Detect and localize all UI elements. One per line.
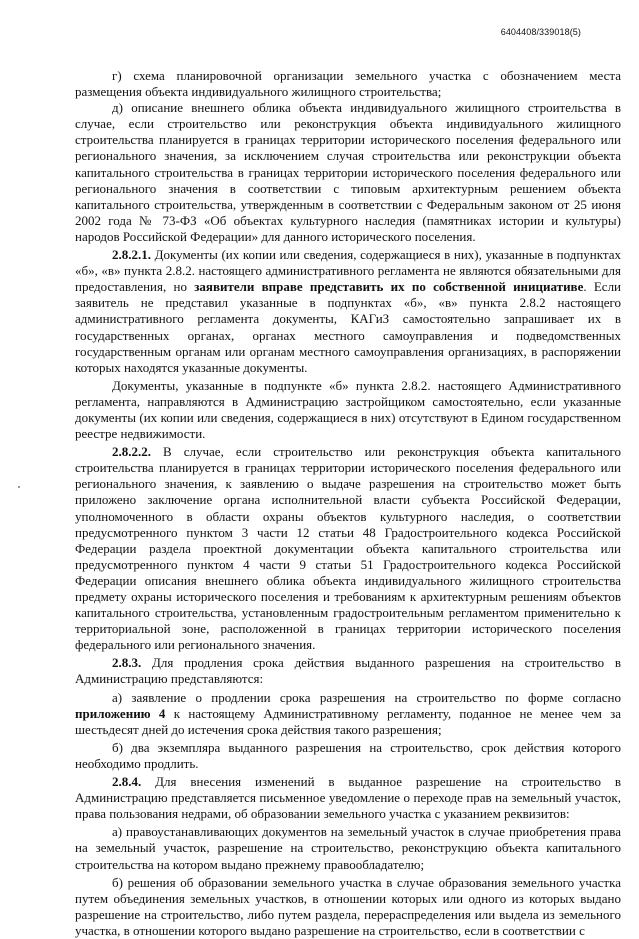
appendix-reference: приложению 4 xyxy=(75,705,166,721)
item-2-8-3-a-text-rest: к настоящему Административному регламенту, поданное не менее чем за шестьдесят дней до истечения срока действия такого разрешения; xyxy=(75,705,622,737)
clause-2-8-2-2-text: В случае, если строительство или реконструкция объекта капитального строительства планируется в границах территории исторического поселения федерального или регионального значения, к заявлению о выдаче разрешения на строительство может быть приложено заключение органа исполнительной власти субъекта Российской Федерации, уполномоченного в области охраны объектов культурного наследия, о соответствии предусмотренного пунктом 3 части 12 статьи 48 Градостроительного кодекса Российской Федерации раздела проектной документации объекта капитального строительства или предусмотренного пунктом 4 части 9 статьи 51 Градостроительного кодекса Российской Федерации описания внешнего облика объекта индивидуального жилищного строительства предмету охраны исторического поселения и требованиям к архитектурным решениям объектов капитального строительства, установленным градостроительным регламентом применительно к территориальной зоне, расположенной в границах территории исторического поселения федерального или регионального значения. xyxy=(75,444,621,653)
item-g-text: г) схема планировочной организации земельного участка с обозначением места размещения объекта индивидуального жилищного строительства; xyxy=(75,68,621,100)
item-2-8-3-b-text: б) два экземпляра выданного разрешения на строительство, срок действия которого необходимо продлить. xyxy=(75,739,621,771)
item-2-8-4-a-text: а) правоустанавливающих документов на земельный участок в случае приобретения права на земельный участок, разрешение на строительство, реконструкцию объекта капитального строительства на котором выдано прежнему правообладателю; xyxy=(75,824,621,872)
document-number: 6404408/339018(5) xyxy=(500,27,581,37)
paragraph-2-8-3 xyxy=(75,655,621,687)
clause-2-8-2-1-emphasis: заявители вправе представить их по собственной инициативе xyxy=(194,279,584,295)
clause-2-8-3-text: Для продления срока действия выданного разрешения на строительство в Администрацию представляются: xyxy=(75,655,621,687)
item-2-8-3-a-text: а) заявление о продлении срока разрешения на строительство по форме согласно xyxy=(112,689,621,705)
paragraph-2-8-2-2 xyxy=(75,444,621,653)
document-body xyxy=(75,68,621,939)
clause-2-8-2-1-text: Документы (их копии или сведения, содержащиеся в них), указанные в подпунктах «б», «в» пункта 2.8.2. настоящего административного регламента не являются обязательными для предоставления, но xyxy=(75,247,621,295)
clause-number-2-8-2-1: 2.8.2.1. xyxy=(112,247,151,263)
paragraph-2-8-3-a xyxy=(75,690,621,738)
paragraph-2-8-2-1 xyxy=(75,247,621,376)
clause-number-2-8-4: 2.8.4. xyxy=(112,774,142,790)
documents-note-text: Документы, указанные в подпункте «б» пункта 2.8.2. настоящего Административного регламента, направляются в Администрацию застройщиком самостоятельно, если указанные документы (их копии или сведения, содержащиеся в них) отсутствуют в Едином государственном реестре недвижимости. xyxy=(75,377,621,442)
item-d-text: д) описание внешнего облика объекта индивидуального жилищного строительства в случае, если строительство или реконструкция объекта индивидуального жилищного строительства планируется в границах территории исторического поселения федерального или регионального значения, за исключением случая строительства или реконструкции объекта капитального строительства в границах территории исторического поселения федерального или регионального значения в соответствии с типовым архитектурным решением объекта капитального строительства, утвержденным в соответствии с Федеральным законом от 25 июня 2002 года № 73-ФЗ «Об объектах культурного наследия (памятниках истории и культуры) народов Российской Федерации» для данного исторического поселения. xyxy=(75,100,621,244)
scan-speck xyxy=(18,486,20,488)
clause-number-2-8-3: 2.8.3. xyxy=(112,655,142,671)
paragraph-item-g xyxy=(75,68,621,100)
paragraph-2-8-3-b xyxy=(75,740,621,772)
clause-2-8-2-1-text-rest: . Если заявитель не представил указанные в подпунктах «б», «в» пункта 2.8.2 настоящего административного регламента документы, КАГиЗ самостоятельно запрашивает их в государственных органах, органах местного самоуправления и подведомственных государственным органам или органам местного самоуправления организациях, в распоряжении которых находятся указанные документы. xyxy=(75,279,622,375)
paragraph-2-8-4-a xyxy=(75,824,621,872)
clause-2-8-4-text: Для внесения изменений в выданное разрешение на строительство в Администрацию представляется письменное уведомление о переходе прав на земельный участок, права пользования недрами, об образовании земельного участка с указанием реквизитов: xyxy=(75,774,621,822)
paragraph-item-d xyxy=(75,100,621,245)
paragraph-2-8-4 xyxy=(75,774,621,822)
paragraph-2-8-4-b xyxy=(75,875,621,939)
paragraph-documents-note xyxy=(75,378,621,442)
clause-number-2-8-2-2: 2.8.2.2. xyxy=(112,444,151,460)
item-2-8-4-b-text: б) решения об образовании земельного участка в случае образования земельного участка путем объединения земельных участков, в отношении которых или одного из которых выдано разрешение на строительство, либо путем раздела, перераспределения или выдела из земельного участка, в отношении которого выдано разрешение на строительство, если в соответствии с xyxy=(75,874,621,938)
